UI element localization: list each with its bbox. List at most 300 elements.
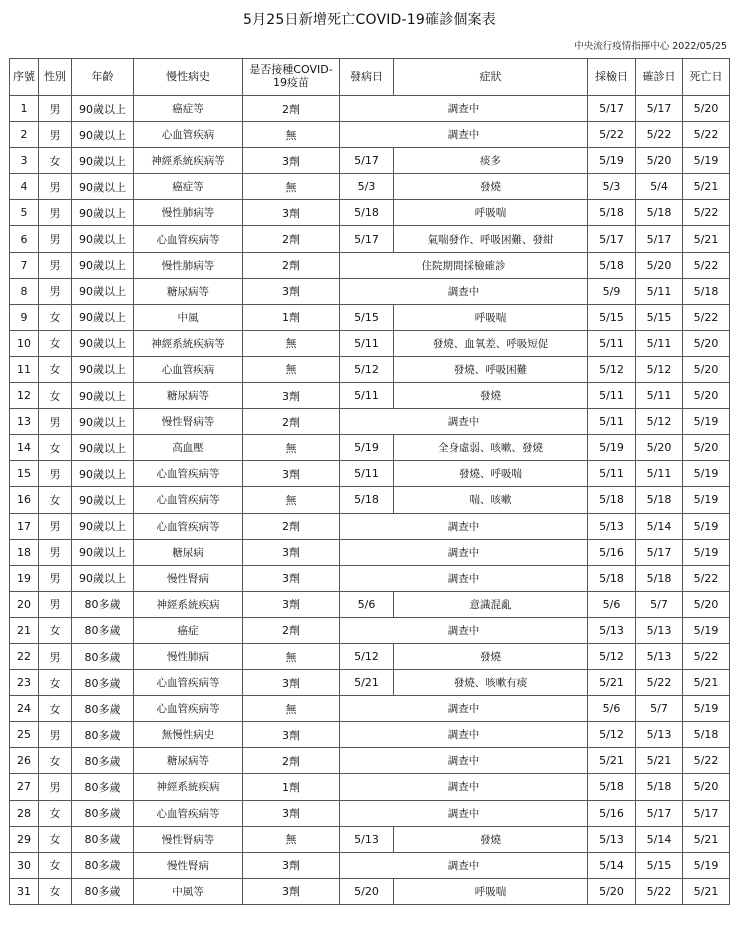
- col-header-confirm: 確診日: [636, 59, 683, 96]
- cell-no: 3: [10, 148, 39, 174]
- cell-vaccine: 無: [243, 696, 340, 722]
- cell-no: 15: [10, 461, 39, 487]
- cell-vaccine: 3劑: [243, 722, 340, 748]
- cell-no: 26: [10, 748, 39, 774]
- cell-sex: 男: [39, 200, 72, 226]
- cell-sex: 男: [39, 174, 72, 200]
- cell-sample: 5/13: [588, 617, 636, 643]
- cell-death: 5/22: [683, 122, 730, 148]
- cell-onset: 5/6: [340, 591, 394, 617]
- cell-death: 5/17: [683, 800, 730, 826]
- table-row: [10, 643, 730, 669]
- cell-history: 慢性肺病等: [134, 252, 243, 278]
- cell-symptom: 調查中: [340, 409, 588, 435]
- cell-sex: 男: [39, 278, 72, 304]
- cell-symptom: 調查中: [340, 278, 588, 304]
- cell-death: 5/20: [683, 356, 730, 382]
- cell-sample: 5/12: [588, 643, 636, 669]
- cell-history: 神經系統疾病: [134, 774, 243, 800]
- cell-sex: 女: [39, 487, 72, 513]
- cell-age: 80多歲: [72, 591, 134, 617]
- cell-confirm: 5/21: [636, 748, 683, 774]
- cell-sex: 男: [39, 539, 72, 565]
- cell-sample: 5/21: [588, 748, 636, 774]
- cell-death: 5/19: [683, 409, 730, 435]
- cell-no: 12: [10, 383, 39, 409]
- cell-no: 14: [10, 435, 39, 461]
- cell-vaccine: 3劑: [243, 565, 340, 591]
- cell-death: 5/20: [683, 591, 730, 617]
- cell-symptom: 調查中: [340, 696, 588, 722]
- cell-death: 5/19: [683, 617, 730, 643]
- cell-confirm: 5/22: [636, 878, 683, 904]
- cell-no: 5: [10, 200, 39, 226]
- cell-age: 80多歲: [72, 696, 134, 722]
- cell-age: 90歲以上: [72, 122, 134, 148]
- cell-symptom: 調查中: [340, 513, 588, 539]
- col-header-age: 年齡: [72, 59, 134, 96]
- table-header: [10, 59, 730, 96]
- cell-symptom: 發燒: [394, 643, 588, 669]
- cell-confirm: 5/18: [636, 487, 683, 513]
- cell-sample: 5/15: [588, 304, 636, 330]
- cell-symptom: 調查中: [340, 774, 588, 800]
- cell-death: 5/19: [683, 487, 730, 513]
- cell-confirm: 5/7: [636, 696, 683, 722]
- cell-history: 神經系統疾病: [134, 591, 243, 617]
- cell-symptom: 調查中: [340, 539, 588, 565]
- table-row: [10, 670, 730, 696]
- cell-history: 中風等: [134, 878, 243, 904]
- cell-history: 心血管疾病等: [134, 226, 243, 252]
- cell-symptom: 氣喘發作、呼吸困難、發紺: [394, 226, 588, 252]
- cell-onset: 5/21: [340, 670, 394, 696]
- cell-history: 癌症等: [134, 96, 243, 122]
- table-row: [10, 252, 730, 278]
- cell-history: 心血管疾病等: [134, 461, 243, 487]
- cell-death: 5/21: [683, 878, 730, 904]
- cell-confirm: 5/13: [636, 617, 683, 643]
- cell-age: 90歲以上: [72, 565, 134, 591]
- cell-age: 90歲以上: [72, 409, 134, 435]
- cell-sample: 5/6: [588, 696, 636, 722]
- cell-onset: 5/3: [340, 174, 394, 200]
- cell-death: 5/18: [683, 722, 730, 748]
- cell-confirm: 5/17: [636, 539, 683, 565]
- table-row: [10, 356, 730, 382]
- cell-sample: 5/12: [588, 356, 636, 382]
- table-row: [10, 487, 730, 513]
- table-row: [10, 435, 730, 461]
- cell-age: 90歲以上: [72, 252, 134, 278]
- cell-vaccine: 無: [243, 330, 340, 356]
- cell-age: 90歲以上: [72, 539, 134, 565]
- cell-death: 5/21: [683, 670, 730, 696]
- cell-no: 19: [10, 565, 39, 591]
- cell-vaccine: 無: [243, 643, 340, 669]
- cell-age: 80多歲: [72, 852, 134, 878]
- cell-death: 5/21: [683, 226, 730, 252]
- cell-no: 23: [10, 670, 39, 696]
- cell-confirm: 5/12: [636, 409, 683, 435]
- cell-symptom: 調查中: [340, 122, 588, 148]
- cell-symptom: 全身虛弱、咳嗽、發燒: [394, 435, 588, 461]
- cell-history: 心血管疾病: [134, 356, 243, 382]
- cell-history: 慢性肺病等: [134, 200, 243, 226]
- cell-history: 慢性腎病等: [134, 826, 243, 852]
- cell-sex: 女: [39, 304, 72, 330]
- cell-no: 9: [10, 304, 39, 330]
- cell-no: 7: [10, 252, 39, 278]
- cell-age: 90歲以上: [72, 96, 134, 122]
- cell-symptom: 發燒: [394, 383, 588, 409]
- cell-age: 90歲以上: [72, 148, 134, 174]
- cell-confirm: 5/18: [636, 565, 683, 591]
- cell-history: 糖尿病等: [134, 383, 243, 409]
- cell-onset: 5/18: [340, 200, 394, 226]
- cell-no: 16: [10, 487, 39, 513]
- cell-confirm: 5/15: [636, 852, 683, 878]
- cell-vaccine: 3劑: [243, 878, 340, 904]
- cell-age: 90歲以上: [72, 226, 134, 252]
- cell-sex: 男: [39, 461, 72, 487]
- table-row: [10, 591, 730, 617]
- col-header-sample: 採檢日: [588, 59, 636, 96]
- table-row: [10, 174, 730, 200]
- table-row: [10, 696, 730, 722]
- cell-no: 8: [10, 278, 39, 304]
- cell-death: 5/19: [683, 461, 730, 487]
- cell-sex: 女: [39, 852, 72, 878]
- cell-no: 11: [10, 356, 39, 382]
- cell-vaccine: 無: [243, 122, 340, 148]
- cell-confirm: 5/15: [636, 304, 683, 330]
- cell-sex: 男: [39, 122, 72, 148]
- cell-onset: 5/17: [340, 148, 394, 174]
- cell-sex: 女: [39, 696, 72, 722]
- cell-age: 80多歲: [72, 748, 134, 774]
- cell-no: 25: [10, 722, 39, 748]
- cell-history: 中風: [134, 304, 243, 330]
- cell-age: 90歲以上: [72, 356, 134, 382]
- cell-sample: 5/21: [588, 670, 636, 696]
- cell-history: 糖尿病等: [134, 748, 243, 774]
- cell-confirm: 5/20: [636, 148, 683, 174]
- cell-sample: 5/11: [588, 330, 636, 356]
- col-header-symptom: 症狀: [394, 59, 588, 96]
- cell-vaccine: 無: [243, 435, 340, 461]
- cell-sample: 5/18: [588, 487, 636, 513]
- cell-sex: 女: [39, 383, 72, 409]
- cell-sex: 男: [39, 565, 72, 591]
- col-header-no: 序號: [10, 59, 39, 96]
- cell-age: 90歲以上: [72, 174, 134, 200]
- table-row: [10, 304, 730, 330]
- cell-age: 90歲以上: [72, 383, 134, 409]
- cell-vaccine: 無: [243, 487, 340, 513]
- cell-sex: 男: [39, 513, 72, 539]
- cell-sex: 女: [39, 748, 72, 774]
- cell-confirm: 5/14: [636, 826, 683, 852]
- source-note: 中央流行疫情指揮中心 2022/05/25: [574, 41, 727, 52]
- cell-age: 90歲以上: [72, 487, 134, 513]
- col-header-sex: 性別: [39, 59, 72, 96]
- cell-history: 神經系統疾病等: [134, 330, 243, 356]
- cell-sex: 女: [39, 670, 72, 696]
- cell-sample: 5/17: [588, 226, 636, 252]
- cell-symptom: 發燒: [394, 826, 588, 852]
- cell-confirm: 5/4: [636, 174, 683, 200]
- cell-age: 90歲以上: [72, 304, 134, 330]
- cell-onset: 5/13: [340, 826, 394, 852]
- cell-symptom: 住院期間採檢確診: [340, 252, 588, 278]
- cell-history: 糖尿病等: [134, 278, 243, 304]
- cell-vaccine: 無: [243, 174, 340, 200]
- table-row: [10, 826, 730, 852]
- cell-symptom: 調查中: [340, 852, 588, 878]
- cell-vaccine: 3劑: [243, 539, 340, 565]
- cell-death: 5/19: [683, 696, 730, 722]
- cell-death: 5/19: [683, 513, 730, 539]
- cell-sample: 5/22: [588, 122, 636, 148]
- cell-symptom: 調查中: [340, 565, 588, 591]
- cell-sex: 男: [39, 774, 72, 800]
- cell-age: 80多歲: [72, 722, 134, 748]
- cell-no: 18: [10, 539, 39, 565]
- cell-onset: 5/11: [340, 330, 394, 356]
- cell-onset: 5/11: [340, 383, 394, 409]
- cell-death: 5/20: [683, 330, 730, 356]
- cell-vaccine: 2劑: [243, 748, 340, 774]
- cell-no: 6: [10, 226, 39, 252]
- cell-sex: 男: [39, 591, 72, 617]
- cell-death: 5/22: [683, 304, 730, 330]
- cell-death: 5/19: [683, 148, 730, 174]
- cell-sample: 5/3: [588, 174, 636, 200]
- cell-symptom: 痰多: [394, 148, 588, 174]
- cell-vaccine: 3劑: [243, 278, 340, 304]
- table-row: [10, 852, 730, 878]
- cell-death: 5/21: [683, 826, 730, 852]
- table-row: [10, 774, 730, 800]
- header-row: [10, 59, 730, 96]
- cell-sample: 5/19: [588, 435, 636, 461]
- cell-onset: 5/15: [340, 304, 394, 330]
- cell-confirm: 5/20: [636, 252, 683, 278]
- cell-vaccine: 3劑: [243, 591, 340, 617]
- cell-onset: 5/19: [340, 435, 394, 461]
- cell-symptom: 調查中: [340, 800, 588, 826]
- page-title: 5月25日新增死亡COVID-19確診個案表: [242, 12, 497, 28]
- cell-death: 5/22: [683, 748, 730, 774]
- cell-sample: 5/20: [588, 878, 636, 904]
- table-row: [10, 513, 730, 539]
- table-row: [10, 278, 730, 304]
- cell-history: 心血管疾病: [134, 122, 243, 148]
- table-row: [10, 96, 730, 122]
- table-row: [10, 409, 730, 435]
- cell-no: 29: [10, 826, 39, 852]
- cell-confirm: 5/22: [636, 122, 683, 148]
- table-row: [10, 748, 730, 774]
- cell-sample: 5/16: [588, 800, 636, 826]
- cell-history: 慢性腎病等: [134, 409, 243, 435]
- cell-history: 癌症等: [134, 174, 243, 200]
- cell-symptom: 喘、咳嗽: [394, 487, 588, 513]
- cell-sex: 女: [39, 356, 72, 382]
- table-row: [10, 878, 730, 904]
- cell-no: 21: [10, 617, 39, 643]
- cell-vaccine: 3劑: [243, 148, 340, 174]
- cell-sample: 5/12: [588, 722, 636, 748]
- table-row: [10, 122, 730, 148]
- cell-no: 4: [10, 174, 39, 200]
- col-header-death: 死亡日: [683, 59, 730, 96]
- cell-age: 80多歲: [72, 826, 134, 852]
- cell-sex: 女: [39, 330, 72, 356]
- cell-age: 80多歲: [72, 670, 134, 696]
- cell-sample: 5/18: [588, 200, 636, 226]
- cell-no: 28: [10, 800, 39, 826]
- cell-vaccine: 3劑: [243, 670, 340, 696]
- cell-history: 慢性腎病: [134, 565, 243, 591]
- cell-symptom: 調查中: [340, 617, 588, 643]
- cell-sample: 5/6: [588, 591, 636, 617]
- cell-confirm: 5/14: [636, 513, 683, 539]
- cell-confirm: 5/13: [636, 722, 683, 748]
- cell-onset: 5/20: [340, 878, 394, 904]
- cell-sex: 女: [39, 617, 72, 643]
- table-row: [10, 539, 730, 565]
- cell-symptom: 呼吸喘: [394, 878, 588, 904]
- cell-sex: 男: [39, 643, 72, 669]
- table-row: [10, 722, 730, 748]
- cell-history: 癌症: [134, 617, 243, 643]
- cell-symptom: 呼吸喘: [394, 200, 588, 226]
- col-header-onset: 發病日: [340, 59, 394, 96]
- cell-symptom: 發燒、血氧差、呼吸短促: [394, 330, 588, 356]
- cell-no: 13: [10, 409, 39, 435]
- table-row: [10, 383, 730, 409]
- cell-vaccine: 3劑: [243, 383, 340, 409]
- cell-history: 心血管疾病等: [134, 800, 243, 826]
- cell-death: 5/18: [683, 278, 730, 304]
- cell-death: 5/20: [683, 435, 730, 461]
- table-row: [10, 461, 730, 487]
- cell-symptom: 發燒、呼吸困難: [394, 356, 588, 382]
- cell-history: 慢性腎病: [134, 852, 243, 878]
- table-row: [10, 226, 730, 252]
- cell-age: 80多歲: [72, 800, 134, 826]
- table-row: [10, 148, 730, 174]
- cell-confirm: 5/11: [636, 383, 683, 409]
- cell-no: 20: [10, 591, 39, 617]
- cell-no: 31: [10, 878, 39, 904]
- cell-age: 90歲以上: [72, 461, 134, 487]
- cell-vaccine: 2劑: [243, 513, 340, 539]
- cell-sample: 5/16: [588, 539, 636, 565]
- cell-sample: 5/17: [588, 96, 636, 122]
- cell-history: 慢性肺病: [134, 643, 243, 669]
- cell-sex: 女: [39, 878, 72, 904]
- cell-symptom: 呼吸喘: [394, 304, 588, 330]
- cell-history: 神經系統疾病等: [134, 148, 243, 174]
- cell-history: 心血管疾病等: [134, 670, 243, 696]
- cell-sample: 5/9: [588, 278, 636, 304]
- cell-sex: 女: [39, 826, 72, 852]
- cell-death: 5/22: [683, 252, 730, 278]
- case-table: [9, 58, 730, 905]
- cell-history: 糖尿病: [134, 539, 243, 565]
- cell-confirm: 5/17: [636, 96, 683, 122]
- cell-no: 2: [10, 122, 39, 148]
- cell-no: 27: [10, 774, 39, 800]
- cell-no: 22: [10, 643, 39, 669]
- cell-vaccine: 無: [243, 826, 340, 852]
- cell-symptom: 發燒、呼吸喘: [394, 461, 588, 487]
- cell-sample: 5/11: [588, 383, 636, 409]
- cell-sample: 5/11: [588, 409, 636, 435]
- cell-age: 80多歲: [72, 643, 134, 669]
- cell-death: 5/19: [683, 539, 730, 565]
- cell-vaccine: 3劑: [243, 852, 340, 878]
- cell-confirm: 5/22: [636, 670, 683, 696]
- cell-age: 90歲以上: [72, 513, 134, 539]
- cell-sex: 男: [39, 722, 72, 748]
- cell-sex: 男: [39, 409, 72, 435]
- cell-onset: 5/12: [340, 356, 394, 382]
- cell-vaccine: 2劑: [243, 226, 340, 252]
- cell-age: 80多歲: [72, 774, 134, 800]
- cell-vaccine: 2劑: [243, 409, 340, 435]
- cell-confirm: 5/11: [636, 278, 683, 304]
- cell-vaccine: 3劑: [243, 461, 340, 487]
- cell-death: 5/20: [683, 774, 730, 800]
- table-row: [10, 800, 730, 826]
- cell-death: 5/22: [683, 565, 730, 591]
- cell-onset: 5/18: [340, 487, 394, 513]
- cell-confirm: 5/20: [636, 435, 683, 461]
- cell-death: 5/20: [683, 96, 730, 122]
- cell-sex: 男: [39, 252, 72, 278]
- cell-onset: 5/11: [340, 461, 394, 487]
- cell-sex: 女: [39, 148, 72, 174]
- table-row: [10, 565, 730, 591]
- cell-sample: 5/18: [588, 774, 636, 800]
- cell-death: 5/21: [683, 174, 730, 200]
- cell-confirm: 5/18: [636, 774, 683, 800]
- cell-sample: 5/13: [588, 513, 636, 539]
- cell-history: 高血壓: [134, 435, 243, 461]
- cell-death: 5/20: [683, 383, 730, 409]
- cell-sample: 5/14: [588, 852, 636, 878]
- cell-age: 80多歲: [72, 617, 134, 643]
- cell-sample: 5/11: [588, 461, 636, 487]
- cell-symptom: 發燒、咳嗽有痰: [394, 670, 588, 696]
- cell-vaccine: 3劑: [243, 800, 340, 826]
- cell-sex: 女: [39, 800, 72, 826]
- table-row: [10, 200, 730, 226]
- cell-history: 心血管疾病等: [134, 513, 243, 539]
- cell-sample: 5/18: [588, 252, 636, 278]
- cell-history: 心血管疾病等: [134, 696, 243, 722]
- cell-confirm: 5/17: [636, 226, 683, 252]
- cell-confirm: 5/17: [636, 800, 683, 826]
- col-header-vaccine: 是否接種COVID-19疫苗: [243, 59, 340, 96]
- cell-sex: 男: [39, 226, 72, 252]
- cell-symptom: 調查中: [340, 96, 588, 122]
- cell-vaccine: 3劑: [243, 200, 340, 226]
